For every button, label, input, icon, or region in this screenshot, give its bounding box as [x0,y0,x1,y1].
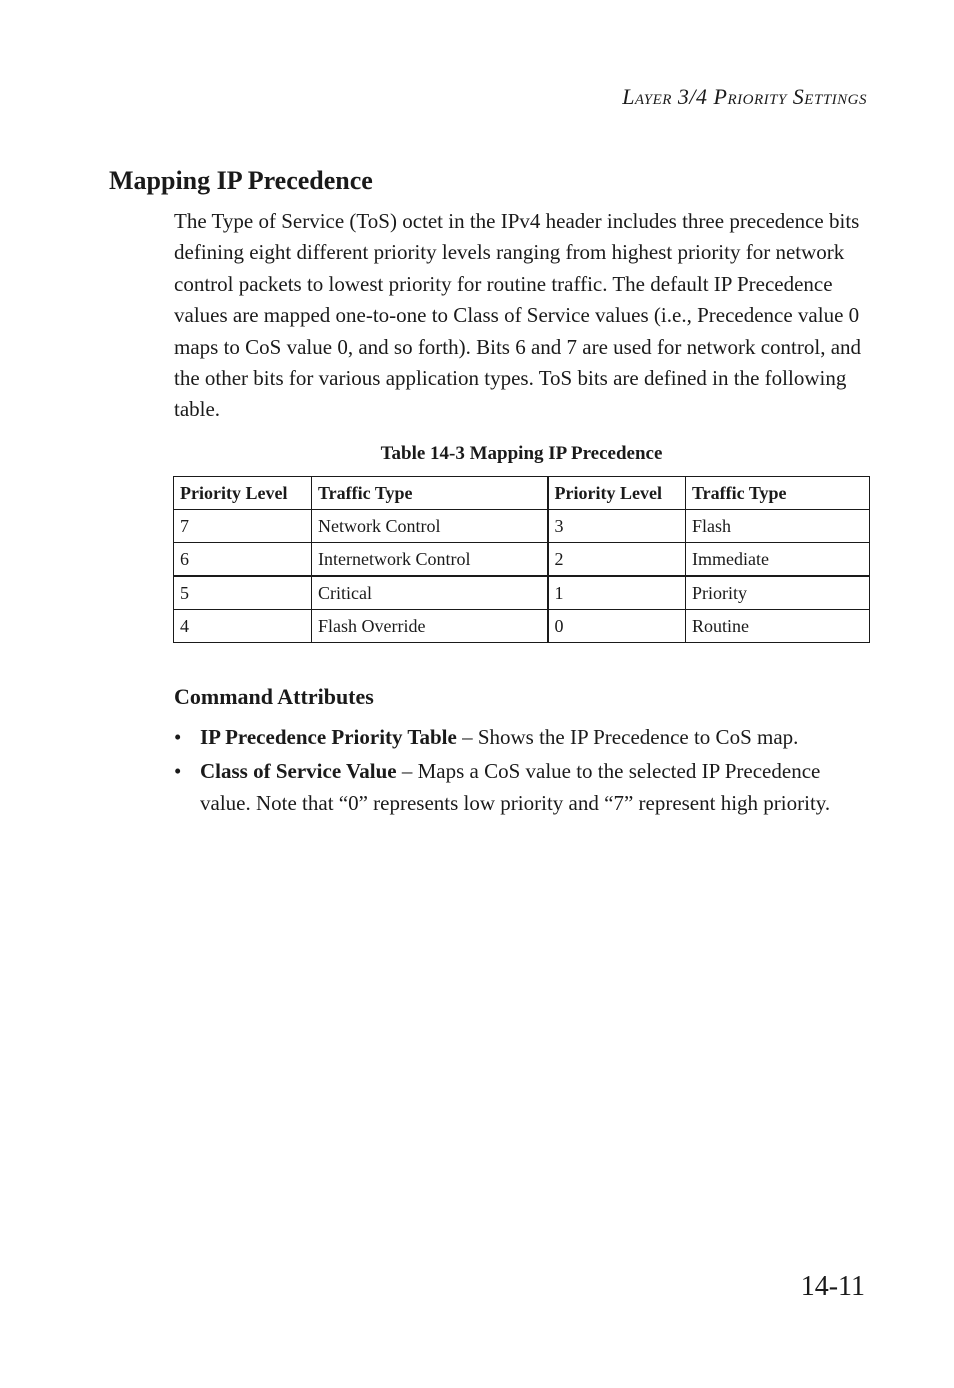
header-traffic-type: Traffic Type [312,477,548,510]
table-cell: 2 [548,543,686,577]
intro-paragraph: The Type of Service (ToS) octet in the IPv4 header includes three precedence bits defining eight different priority levels ranging from highest priority for network control packets to lowest priority for routine traffic. The default IP Precedence values are mapped one-to-one to Class of Service values (i.e., Precedence value 0 maps to CoS value 0, and so forth). Bits 6 and 7 are used for network control, and the other bits for various application types. ToS bits are defined in the following table. [174,209,862,422]
table-cell: 3 [548,510,686,543]
table-cell: 1 [548,576,686,610]
table-cell: 7 [174,510,312,543]
bullet-icon: • [174,759,182,784]
table-cell: Critical [312,576,548,610]
attribute-description: – Maps a CoS value to the selected IP Precedence value. Note that “0” represents low priority and “7” represent high priority. [200,759,831,815]
header-priority-level: Priority Level [174,477,312,510]
table-cell: Network Control [312,510,548,543]
table-cell: Flash [686,510,870,543]
table-cell: Routine [686,610,870,643]
table-cell: Flash Override [312,610,548,643]
command-attributes-list [174,722,874,822]
list-item [174,756,874,819]
header-priority-level: Priority Level [548,477,686,510]
attribute-term: Class of Service Value [200,759,397,784]
table-cell: 5 [174,576,312,610]
table-caption: Table 14-3 Mapping IP Precedence [380,443,663,464]
table-cell: Internetwork Control [312,543,548,577]
table-cell: 4 [174,610,312,643]
running-header: Layer 3/4 Priority Settings [622,84,867,109]
table-row [174,610,870,643]
table-row [174,543,870,577]
table-header-row [174,477,870,510]
table-cell: 0 [548,610,686,643]
table-cell: Immediate [686,543,870,577]
attribute-description: – Shows the IP Precedence to CoS map. [456,725,799,749]
attribute-term: IP Precedence Priority Table [200,725,457,749]
table-row [174,510,870,543]
table-row [174,576,870,610]
section-title: Mapping IP Precedence [109,166,373,195]
table-cell: 6 [174,543,312,577]
page-number: 14-11 [800,1271,865,1302]
table-cell: Priority [686,576,870,610]
ip-precedence-table [173,476,870,643]
list-item [174,722,874,753]
header-traffic-type: Traffic Type [686,477,870,510]
command-attributes-title: Command Attributes [174,684,374,709]
bullet-icon: • [174,725,182,749]
